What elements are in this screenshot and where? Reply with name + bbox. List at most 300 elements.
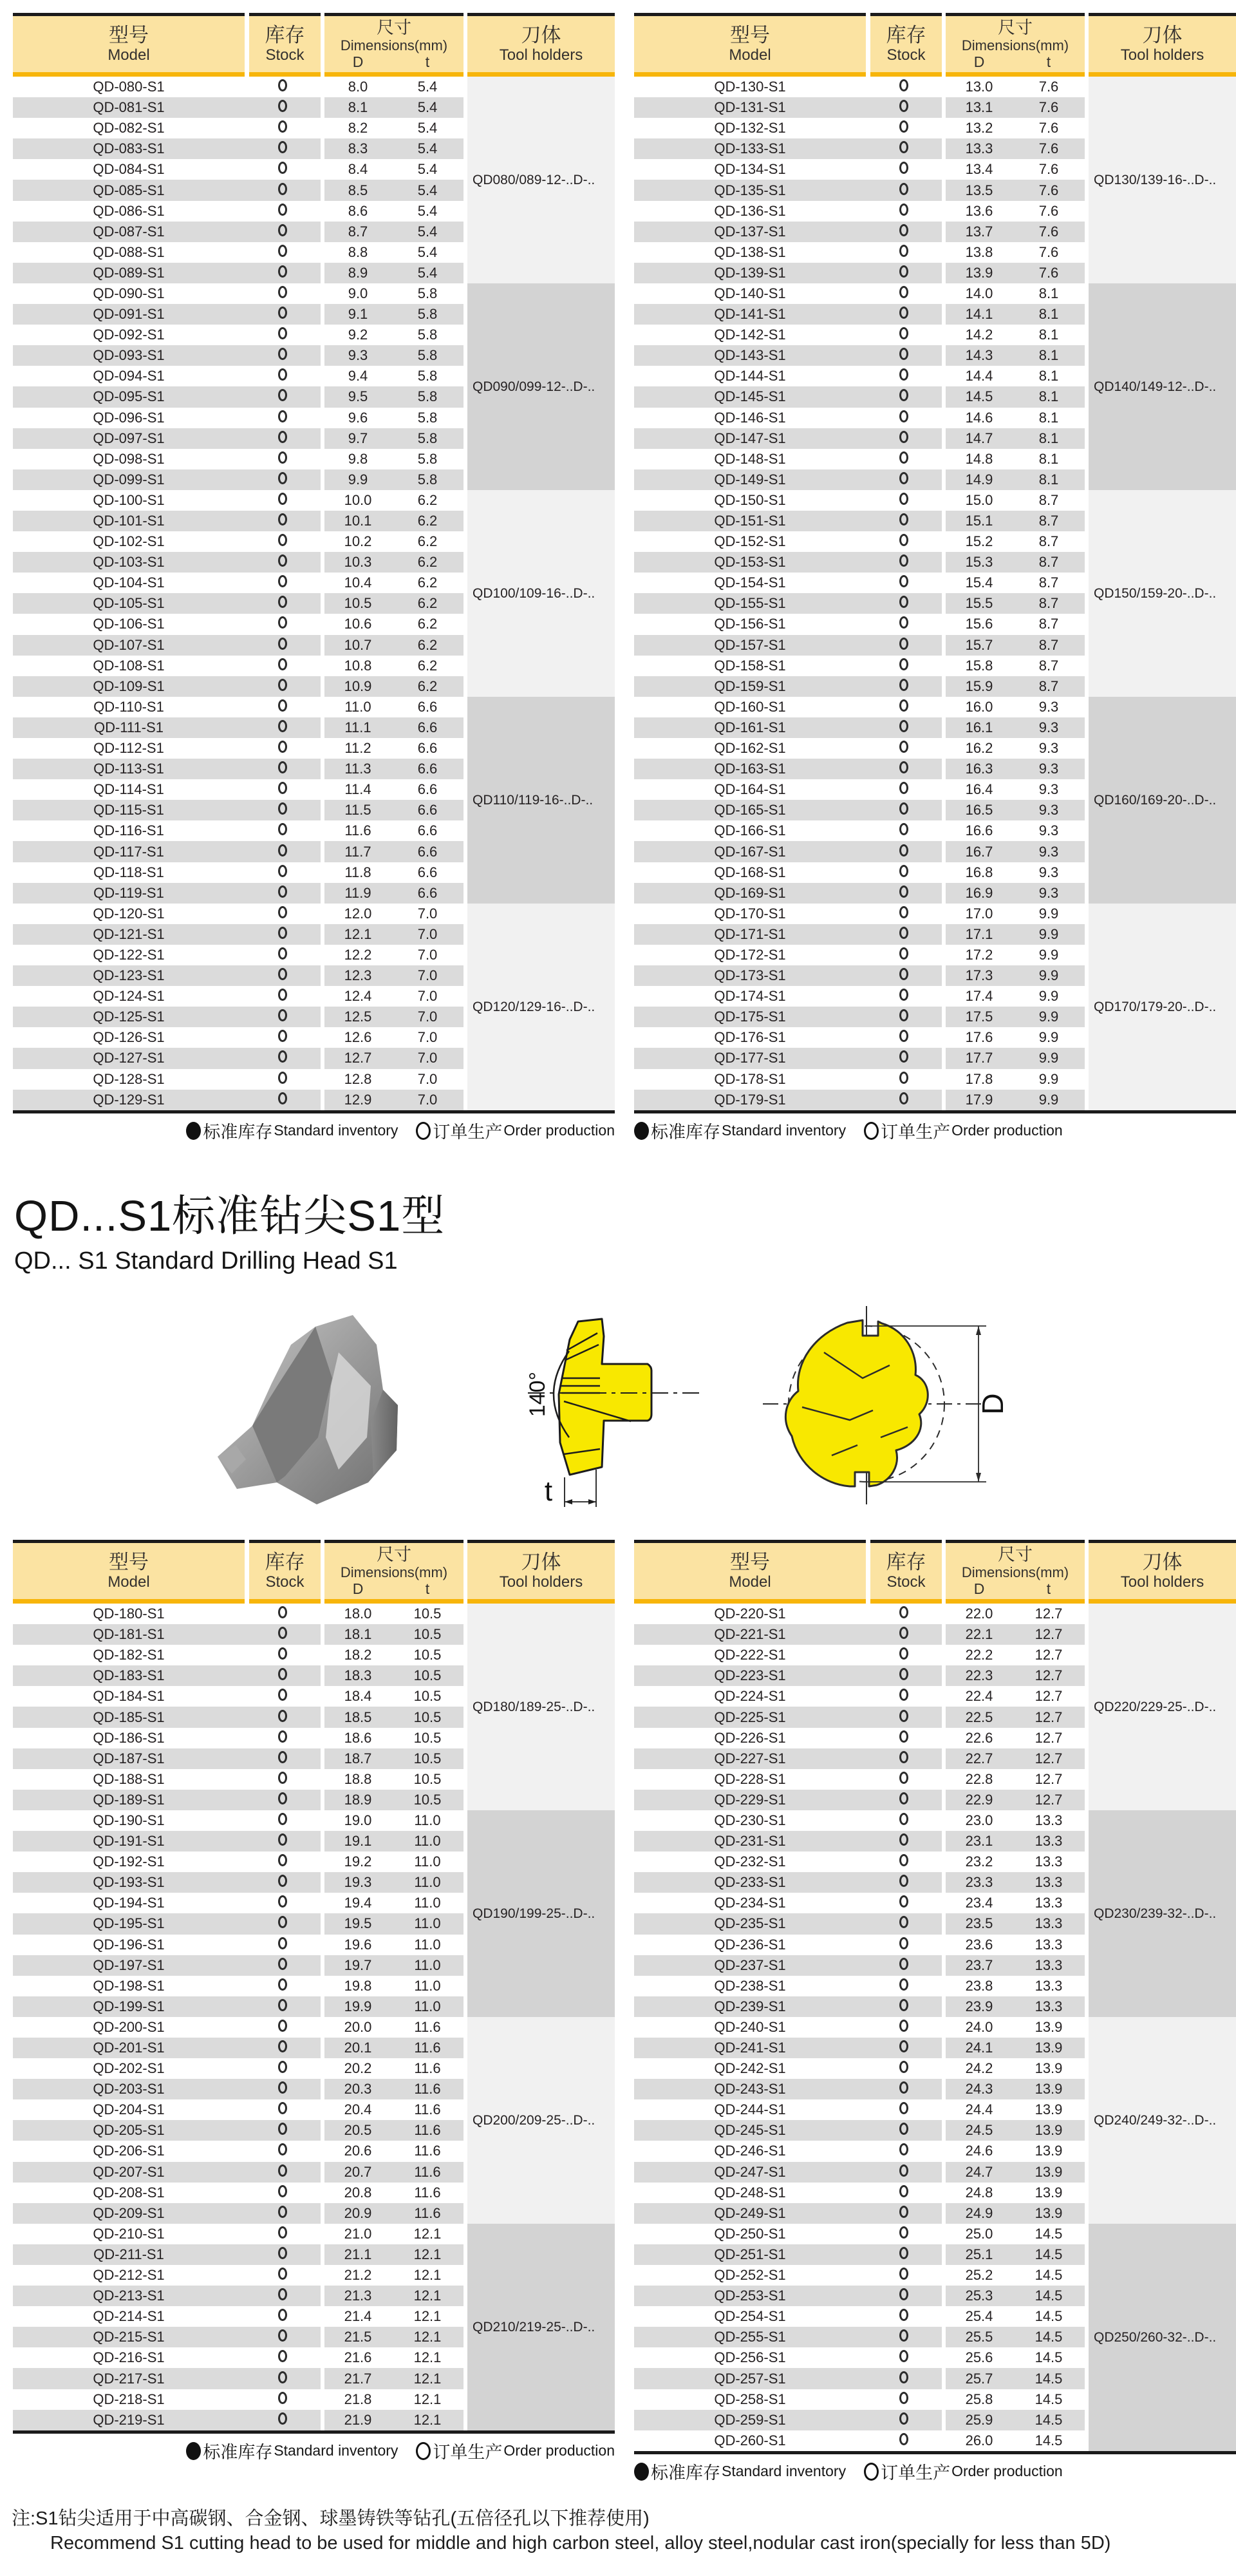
t-cell: 10.5 (413, 1605, 442, 1622)
stock-cell (866, 79, 942, 95)
stock-cell (866, 1050, 942, 1066)
tool-holder-cell (1089, 1810, 1236, 2017)
diameter-cell: 22.3 (965, 1667, 993, 1684)
stock-cell (866, 451, 942, 467)
t-cell: 6.6 (417, 761, 438, 777)
table-header (634, 1540, 1236, 1599)
order-production-icon (278, 1710, 287, 1722)
model-cell: QD-109-S1 (93, 677, 165, 694)
model-cell: QD-232-S1 (714, 1853, 786, 1870)
model-cell: QD-095-S1 (93, 388, 165, 405)
stock-legend (13, 2440, 615, 2462)
stock-cell (245, 1730, 321, 1746)
order-production-icon (899, 1958, 908, 1970)
t-cell: 11.6 (414, 2081, 441, 2098)
diameter-cell: 16.2 (965, 740, 993, 757)
order-production-icon (899, 596, 908, 608)
stock-cell (866, 1813, 942, 1828)
model-cell: QD-160-S1 (714, 698, 786, 715)
section-heading (14, 1193, 445, 1274)
stock-cell (866, 1668, 942, 1683)
model-cell: QD-141-S1 (714, 306, 786, 323)
t-cell: 5.4 (417, 223, 438, 240)
diameter-cell: 9.9 (348, 471, 368, 488)
t-cell: 12.7 (1035, 1647, 1063, 1663)
order-production-icon (899, 2040, 908, 2052)
model-cell: QD-197-S1 (93, 1956, 165, 1973)
t-cell: 13.3 (1035, 1977, 1063, 1994)
t-cell: 8.1 (1038, 347, 1059, 364)
stock-cell (866, 968, 942, 983)
stock-cell (245, 1009, 321, 1025)
t-cell: 6.2 (417, 533, 438, 550)
t-cell: 6.2 (417, 554, 438, 571)
model-cell: QD-172-S1 (714, 946, 786, 963)
stock-cell (245, 2392, 321, 2407)
diameter-cell: 15.0 (965, 491, 993, 508)
header-d: D (352, 53, 364, 70)
header-tool-holders (467, 1540, 615, 1599)
order-production-icon (899, 183, 908, 195)
order-production-icon (278, 327, 287, 339)
t-cell: 6.6 (417, 698, 438, 715)
footnote-en: Recommend S1 cutting head to be used for middle and high carbon steel, alloy steel,nodular cast iron(specially for less than 5D) (50, 2533, 1111, 2553)
model-cell: QD-204-S1 (93, 2101, 165, 2118)
stock-cell (866, 1792, 942, 1808)
section-title-cn: QD...S1标准钻尖S1型 (14, 1192, 445, 1240)
diameter-cell: 8.1 (348, 99, 368, 116)
stock-cell (245, 183, 321, 198)
tool-holder-cell (467, 2224, 615, 2430)
stock-cell (866, 224, 942, 240)
t-cell: 8.7 (1038, 636, 1059, 653)
model-cell: QD-258-S1 (714, 2391, 786, 2407)
model-cell: QD-123-S1 (93, 967, 165, 984)
stock-cell (245, 989, 321, 1004)
t-cell: 5.4 (417, 202, 438, 219)
t-cell: 8.7 (1038, 677, 1059, 694)
diameter-cell: 25.2 (965, 2267, 993, 2284)
order-production-icon (899, 2247, 908, 2259)
tool-holder-label: QD190/199-25-..D-.. (473, 1906, 595, 1921)
order-production-icon (864, 1122, 879, 1140)
t-cell: 10.5 (413, 1791, 442, 1808)
order-production-icon (278, 2020, 287, 2032)
order-production-icon (899, 1999, 908, 2011)
model-cell: QD-151-S1 (714, 513, 786, 529)
model-cell: QD-174-S1 (714, 988, 786, 1005)
diameter-cell: 16.4 (965, 781, 993, 798)
model-cell: QD-135-S1 (714, 182, 786, 198)
diameter-cell: 25.8 (965, 2391, 993, 2407)
order-production-icon (278, 2288, 287, 2300)
stock-cell (866, 348, 942, 363)
order-production-icon (899, 2350, 908, 2362)
t-cell: 7.0 (417, 988, 438, 1005)
order-production-icon (899, 865, 908, 877)
stock-cell (245, 1895, 321, 1911)
header-stock-en: Stock (265, 46, 304, 64)
order-production-icon (899, 368, 908, 381)
diameter-cell: 25.9 (965, 2411, 993, 2428)
header-t: t (1046, 53, 1051, 70)
stock-cell (866, 638, 942, 653)
diameter-cell: 16.9 (965, 884, 993, 901)
standard-inventory-icon (186, 2442, 201, 2460)
model-cell: QD-260-S1 (714, 2432, 786, 2448)
stock-cell (866, 265, 942, 281)
t-cell: 13.3 (1035, 1833, 1063, 1850)
t-cell: 13.3 (1035, 1915, 1063, 1932)
diameter-cell: 11.8 (344, 864, 371, 880)
model-cell: QD-083-S1 (93, 140, 165, 157)
model-cell: QD-127-S1 (93, 1050, 165, 1066)
t-cell: 6.6 (417, 802, 438, 819)
model-cell: QD-205-S1 (93, 2122, 165, 2139)
model-cell: QD-192-S1 (93, 1853, 165, 1870)
stock-cell (245, 141, 321, 156)
diameter-cell: 19.9 (344, 1998, 372, 2014)
order-production-icon (899, 2329, 908, 2342)
stock-cell (866, 2164, 942, 2180)
order-production-icon (899, 802, 908, 815)
stock-cell (245, 823, 321, 838)
diameter-cell: 20.1 (344, 2040, 372, 2056)
t-cell: 7.6 (1038, 264, 1059, 281)
diameter-cell: 12.3 (344, 967, 372, 984)
t-cell: 11.0 (414, 1853, 441, 1870)
diameter-cell: 13.2 (965, 120, 993, 137)
stock-cell (245, 162, 321, 177)
tool-holder-label: QD110/119-16-..D-.. (473, 792, 594, 808)
order-production-icon (278, 782, 287, 794)
stock-cell (866, 1854, 942, 1870)
model-cell: QD-164-S1 (714, 781, 786, 798)
order-production-icon (278, 596, 287, 608)
diameter-cell: 24.0 (965, 2018, 993, 2035)
order-production-icon (899, 927, 908, 939)
model-cell: QD-166-S1 (714, 822, 786, 839)
diameter-cell: 13.0 (965, 79, 993, 95)
diameter-cell: 14.7 (965, 430, 993, 446)
t-cell: 5.8 (417, 430, 438, 446)
model-cell: QD-119-S1 (93, 884, 164, 901)
t-cell: 8.1 (1038, 409, 1059, 426)
diameter-cell: 24.9 (965, 2204, 993, 2221)
t-cell: 5.8 (417, 306, 438, 323)
model-cell: QD-096-S1 (93, 409, 165, 426)
order-production-icon (899, 720, 908, 732)
stock-cell (866, 720, 942, 735)
diameter-cell: 13.6 (965, 202, 993, 219)
model-cell: QD-080-S1 (93, 79, 165, 95)
t-cell: 13.3 (1035, 1956, 1063, 1973)
order-production-icon (278, 1627, 287, 1639)
stock-cell (245, 79, 321, 95)
order-production-icon (278, 307, 287, 319)
header-d: D (973, 53, 985, 70)
t-cell: 10.5 (413, 1729, 442, 1746)
order-production-icon (278, 245, 287, 257)
tool-holder-label: QD080/089-12-..D-.. (473, 172, 595, 187)
model-cell: QD-191-S1 (93, 1833, 165, 1850)
model-cell: QD-113-S1 (93, 761, 164, 777)
header-stock (249, 1540, 321, 1599)
tool-holder-label: QD230/239-32-..D-.. (1094, 1906, 1217, 1921)
stock-cell (866, 2143, 942, 2159)
catalog-table-bottom-left (13, 1540, 615, 2462)
stock-cell (866, 2081, 942, 2097)
order-production-icon (278, 204, 287, 216)
t-cell: 9.3 (1038, 802, 1059, 819)
stock-cell (245, 1710, 321, 1725)
stock-cell (245, 2143, 321, 2159)
model-cell: QD-093-S1 (93, 347, 165, 364)
legend-standard-cn: 标准库存 (203, 2443, 273, 2463)
stock-cell (866, 1999, 942, 2014)
model-cell: QD-245-S1 (714, 2122, 786, 2139)
order-production-icon (899, 906, 908, 918)
table-body (634, 1604, 1236, 2451)
model-cell: QD-094-S1 (93, 368, 165, 384)
order-production-icon (899, 1730, 908, 1743)
stock-cell (866, 2392, 942, 2407)
stock-cell (245, 1606, 321, 1622)
model-cell: QD-087-S1 (93, 223, 165, 240)
t-cell: 13.9 (1035, 2018, 1063, 2035)
t-cell: 13.9 (1035, 2163, 1063, 2180)
t-cell: 14.5 (1035, 2225, 1063, 2242)
diameter-cell: 24.1 (965, 2040, 993, 2056)
order-production-icon (899, 79, 908, 91)
model-cell: QD-134-S1 (714, 161, 786, 178)
order-production-icon (899, 2206, 908, 2218)
order-production-icon (278, 1978, 287, 1991)
model-cell: QD-195-S1 (93, 1915, 165, 1932)
model-cell: QD-104-S1 (93, 574, 165, 591)
stock-cell (245, 204, 321, 219)
stock-cell (866, 100, 942, 115)
order-production-icon (899, 968, 908, 980)
model-cell: QD-225-S1 (714, 1709, 786, 1725)
model-cell: QD-219-S1 (93, 2411, 165, 2428)
stock-cell (245, 720, 321, 735)
model-cell: QD-240-S1 (714, 2018, 786, 2035)
stock-cell (866, 1606, 942, 1622)
order-production-icon (278, 1937, 287, 1949)
order-production-icon (899, 2143, 908, 2155)
stock-cell (866, 2309, 942, 2324)
stock-cell (245, 802, 321, 818)
model-cell: QD-177-S1 (714, 1050, 786, 1066)
order-production-icon (899, 410, 908, 422)
stock-cell (245, 348, 321, 363)
tool-holder-cell (1089, 2017, 1236, 2224)
t-cell: 9.3 (1038, 884, 1059, 901)
order-production-icon (278, 2247, 287, 2259)
diameter-cell: 14.2 (965, 327, 993, 343)
t-cell: 7.6 (1038, 99, 1059, 116)
diameter-cell: 21.1 (344, 2246, 372, 2262)
tool-holder-label: QD180/189-25-..D-.. (473, 1699, 595, 1714)
model-cell: QD-243-S1 (714, 2081, 786, 2098)
model-cell: QD-133-S1 (714, 140, 786, 157)
model-cell: QD-101-S1 (93, 513, 165, 529)
order-production-icon (899, 947, 908, 960)
t-cell: 11.6 (414, 2060, 441, 2077)
t-cell: 12.1 (413, 2411, 442, 2428)
order-production-icon (899, 2412, 908, 2425)
diameter-cell: 11.2 (344, 740, 371, 757)
diameter-cell: 22.5 (965, 1709, 993, 1725)
drill-head-side-view (525, 1319, 702, 1507)
model-cell: QD-178-S1 (714, 1070, 786, 1087)
stock-cell (245, 1689, 321, 1704)
stock-cell (866, 2247, 942, 2262)
header-dimensions (946, 13, 1085, 72)
stock-cell (866, 389, 942, 404)
order-production-icon (899, 844, 908, 857)
order-production-icon (899, 2309, 908, 2321)
model-cell: QD-165-S1 (714, 802, 786, 819)
stock-cell (245, 554, 321, 570)
diameter-cell: 14.8 (965, 450, 993, 467)
model-cell: QD-190-S1 (93, 1812, 165, 1828)
t-cell: 11.0 (414, 1977, 441, 1994)
t-cell: 10.5 (413, 1626, 442, 1643)
diameter-cell: 14.0 (965, 285, 993, 301)
order-production-icon (899, 2371, 908, 2383)
table-bottom-border (634, 1110, 1236, 1113)
model-cell: QD-121-S1 (93, 925, 165, 942)
diameter-cell: 24.6 (965, 2143, 993, 2159)
t-cell: 6.6 (417, 822, 438, 839)
diameter-cell: 13.3 (965, 140, 993, 157)
stock-cell (245, 2247, 321, 2262)
t-cell: 14.5 (1035, 2267, 1063, 2284)
tool-holder-cell (1089, 283, 1236, 490)
t-cell: 5.4 (417, 140, 438, 157)
t-cell: 13.9 (1035, 2101, 1063, 2118)
diameter-cell: 18.8 (344, 1770, 372, 1787)
stock-cell (866, 699, 942, 715)
stock-cell (866, 2371, 942, 2387)
tool-holder-label: QD160/169-20-..D-.. (1094, 792, 1217, 808)
stock-cell (866, 1751, 942, 1766)
header-stock-en: Stock (265, 1573, 304, 1591)
diameter-cell: 17.6 (965, 1029, 993, 1046)
model-cell: QD-137-S1 (714, 223, 786, 240)
legend-standard-en: Standard inventory (274, 1122, 398, 1139)
order-production-icon (278, 1606, 287, 1618)
t-cell: 9.9 (1038, 1070, 1059, 1087)
model-cell: QD-182-S1 (93, 1647, 165, 1663)
t-cell: 9.3 (1038, 719, 1059, 735)
tool-holder-cell (1089, 697, 1236, 904)
diameter-cell: 16.5 (965, 802, 993, 819)
stock-cell (866, 307, 942, 322)
diameter-cell: 23.5 (965, 1915, 993, 1932)
header-holders-cn: 刀体 (521, 24, 561, 46)
stock-cell (866, 1710, 942, 1725)
t-cell: 13.3 (1035, 1998, 1063, 2014)
stock-cell (866, 2288, 942, 2304)
diameter-cell: 24.8 (965, 2184, 993, 2201)
t-cell: 6.2 (417, 491, 438, 508)
stock-cell (866, 947, 942, 963)
order-production-icon (899, 658, 908, 670)
order-production-icon (278, 802, 287, 815)
order-production-icon (278, 348, 287, 360)
stock-cell (245, 431, 321, 446)
diameter-cell: 9.0 (348, 285, 368, 301)
model-cell: QD-153-S1 (714, 554, 786, 571)
diameter-cell: 10.7 (344, 636, 372, 653)
order-production-icon (899, 2392, 908, 2404)
t-cell: 5.4 (417, 161, 438, 178)
stock-cell (245, 1751, 321, 1766)
diameter-cell: 26.0 (965, 2432, 993, 2448)
model-cell: QD-180-S1 (93, 1605, 165, 1622)
order-production-icon (278, 844, 287, 857)
order-production-icon (899, 554, 908, 567)
diameter-cell: 23.4 (965, 1895, 993, 1911)
t-cell: 13.9 (1035, 2143, 1063, 2159)
order-production-icon (278, 741, 287, 753)
stock-cell (866, 2350, 942, 2365)
model-cell: QD-227-S1 (714, 1750, 786, 1766)
t-cell: 7.6 (1038, 140, 1059, 157)
header-dims-cn: 尺寸 (998, 17, 1033, 37)
diameter-cell: 25.7 (965, 2370, 993, 2387)
stock-cell (866, 1072, 942, 1087)
order-production-icon (278, 1833, 287, 1846)
diameter-cell: 15.6 (965, 616, 993, 632)
stock-cell (866, 1958, 942, 1973)
diameter-cell: 19.4 (344, 1895, 372, 1911)
stock-cell (245, 2206, 321, 2221)
header-dimensions (324, 13, 464, 72)
header-dims-en: Dimensions(mm) (961, 1564, 1069, 1580)
t-cell: 10.5 (413, 1647, 442, 1663)
t-cell: 11.0 (414, 1812, 441, 1828)
header-dims-en: Dimensions(mm) (340, 37, 448, 53)
t-cell: 5.8 (417, 327, 438, 343)
tool-holder-cell (467, 1810, 615, 2017)
order-production-icon (278, 2268, 287, 2280)
t-cell: 9.9 (1038, 946, 1059, 963)
diameter-cell: 23.9 (965, 1998, 993, 2014)
order-production-icon (899, 886, 908, 898)
header-dims-cn: 尺寸 (377, 17, 411, 37)
order-production-icon (278, 554, 287, 567)
model-cell: QD-255-S1 (714, 2329, 786, 2345)
model-cell: QD-159-S1 (714, 677, 786, 694)
stock-cell (866, 162, 942, 177)
model-cell: QD-201-S1 (93, 2040, 165, 2056)
stock-cell (245, 2412, 321, 2428)
stock-legend (634, 2461, 1236, 2483)
model-cell: QD-091-S1 (93, 306, 165, 323)
stock-cell (245, 1772, 321, 1787)
stock-cell (866, 141, 942, 156)
model-cell: QD-152-S1 (714, 533, 786, 550)
model-cell: QD-138-S1 (714, 243, 786, 260)
t-cell: 11.6 (414, 2204, 441, 2221)
order-production-icon (278, 2081, 287, 2094)
model-cell: QD-116-S1 (93, 822, 164, 839)
diameter-cell: 19.3 (344, 1874, 372, 1891)
